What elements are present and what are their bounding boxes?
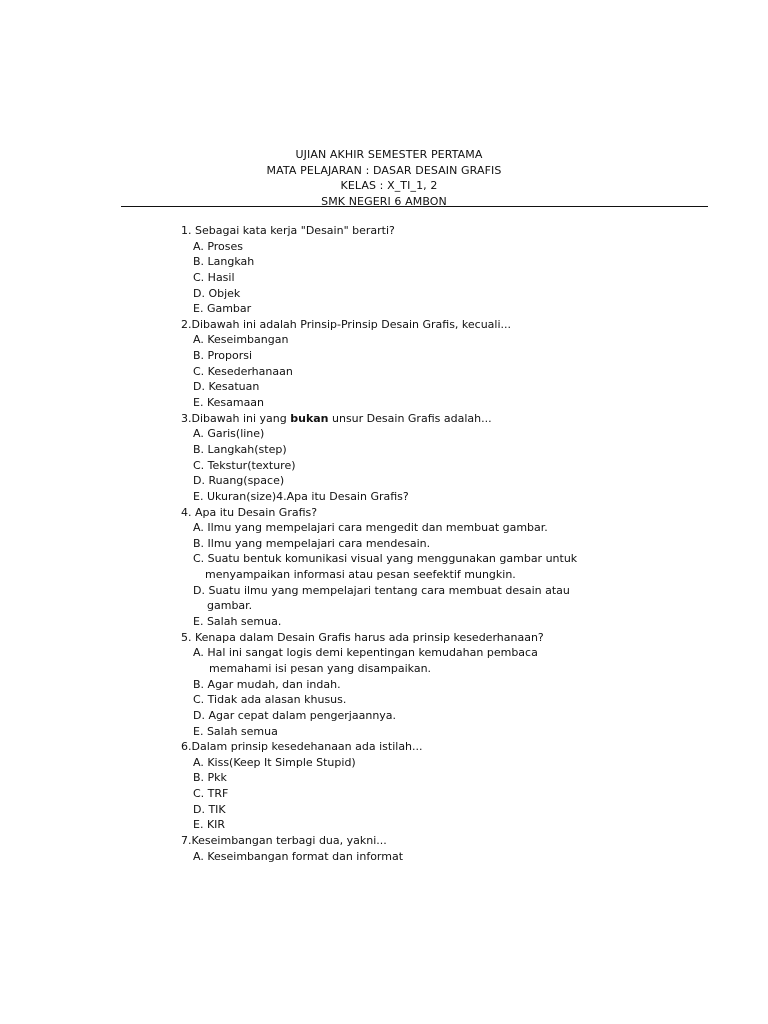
q1-option-d: D. Objek <box>193 286 241 300</box>
q2-option-e: E. Kesamaan <box>193 396 265 410</box>
q6-option-d: D. TIK <box>193 802 226 816</box>
q4-option-c-continued: menyampaikan informasi atau pesan seefektif mungkin. <box>205 568 516 582</box>
q2-option-c: C. Kesederhanaan <box>193 364 293 378</box>
q6-option-b: B. Pkk <box>193 771 227 785</box>
q4-option-d: D. Suatu ilmu yang mempelajari tentang cara membuat desain atau <box>193 583 570 597</box>
q4-option-c: C. Suatu bentuk komunikasi visual yang menggunakan gambar untuk <box>193 552 578 566</box>
q5-option-a-continued: memahami isi pesan yang disampaikan. <box>209 661 432 675</box>
question-1: 1. Sebagai kata kerja "Desain" berarti? <box>181 224 395 237</box>
q5-option-b: B. Agar mudah, dan indah. <box>193 677 341 691</box>
q3-text-before: 3.Dibawah ini yang <box>181 411 291 425</box>
header-divider <box>121 206 708 207</box>
q3-text-bold: bukan <box>290 411 329 425</box>
question-4: 4. Apa itu Desain Grafis? <box>181 505 318 519</box>
q4-option-e: E. Salah semua. <box>193 615 282 629</box>
q6-option-c: C. TRF <box>193 787 229 801</box>
q3-option-b: B. Langkah(step) <box>193 442 287 456</box>
q3-option-a: A. Garis(line) <box>193 427 265 441</box>
question-5: 5. Kenapa dalam Desain Grafis harus ada prinsip kesederhanaan? <box>181 630 544 644</box>
question-6: 6.Dalam prinsip kesedehanaan ada istilah... <box>181 740 423 754</box>
q2-option-b: B. Proporsi <box>193 349 253 363</box>
class-line: KELAS : X_TI_1, 2 <box>340 179 438 192</box>
question-list <box>181 223 741 864</box>
q3-text-after: unsur Desain Grafis adalah... <box>328 411 492 425</box>
q4-option-b: B. Ilmu yang mempelajari cara mendesain. <box>193 536 431 550</box>
q7-option-a: A. Keseimbangan format dan informat <box>193 849 404 863</box>
q1-option-c: C. Hasil <box>193 270 235 284</box>
school-line: SMK NEGERI 6 AMBON <box>321 194 447 208</box>
q5-option-a: A. Hal ini sangat logis demi kepentingan kemudahan pembaca <box>193 646 538 660</box>
q6-option-a: A. Kiss(Keep It Simple Stupid) <box>193 755 356 769</box>
q2-option-a: A. Keseimbangan <box>193 333 289 347</box>
q3-option-d: D. Ruang(space) <box>193 474 285 488</box>
q5-option-e: E. Salah semua <box>193 724 278 738</box>
q1-option-e: E. Gambar <box>193 302 252 316</box>
subject-line: MATA PELAJARAN : DASAR DESAIN GRAFIS <box>266 163 502 177</box>
q3-option-c: C. Tekstur(texture) <box>193 458 296 472</box>
q2-option-d: D. Kesatuan <box>193 380 260 394</box>
question-2: 2.Dibawah ini adalah Prinsip-Prinsip Desain Grafis, kecuali... <box>181 317 512 331</box>
q1-option-a: A. Proses <box>193 239 244 253</box>
question-3 <box>181 411 741 427</box>
q4-option-d-continued: gambar. <box>207 599 253 613</box>
question-7: 7.Keseimbangan terbagi dua, yakni... <box>181 833 387 847</box>
exam-title: UJIAN AKHIR SEMESTER PERTAMA <box>295 148 483 161</box>
q5-option-d: D. Agar cepat dalam pengerjaannya. <box>193 708 397 722</box>
exam-header <box>0 147 768 209</box>
q1-option-b: B. Langkah <box>193 255 255 269</box>
q4-option-a: A. Ilmu yang mempelajari cara mengedit dan membuat gambar. <box>193 521 548 535</box>
q3-option-e: E. Ukuran(size)4.Apa itu Desain Grafis? <box>193 489 409 503</box>
q5-option-c: C. Tidak ada alasan khusus. <box>193 693 347 707</box>
q6-option-e: E. KIR <box>193 818 226 832</box>
